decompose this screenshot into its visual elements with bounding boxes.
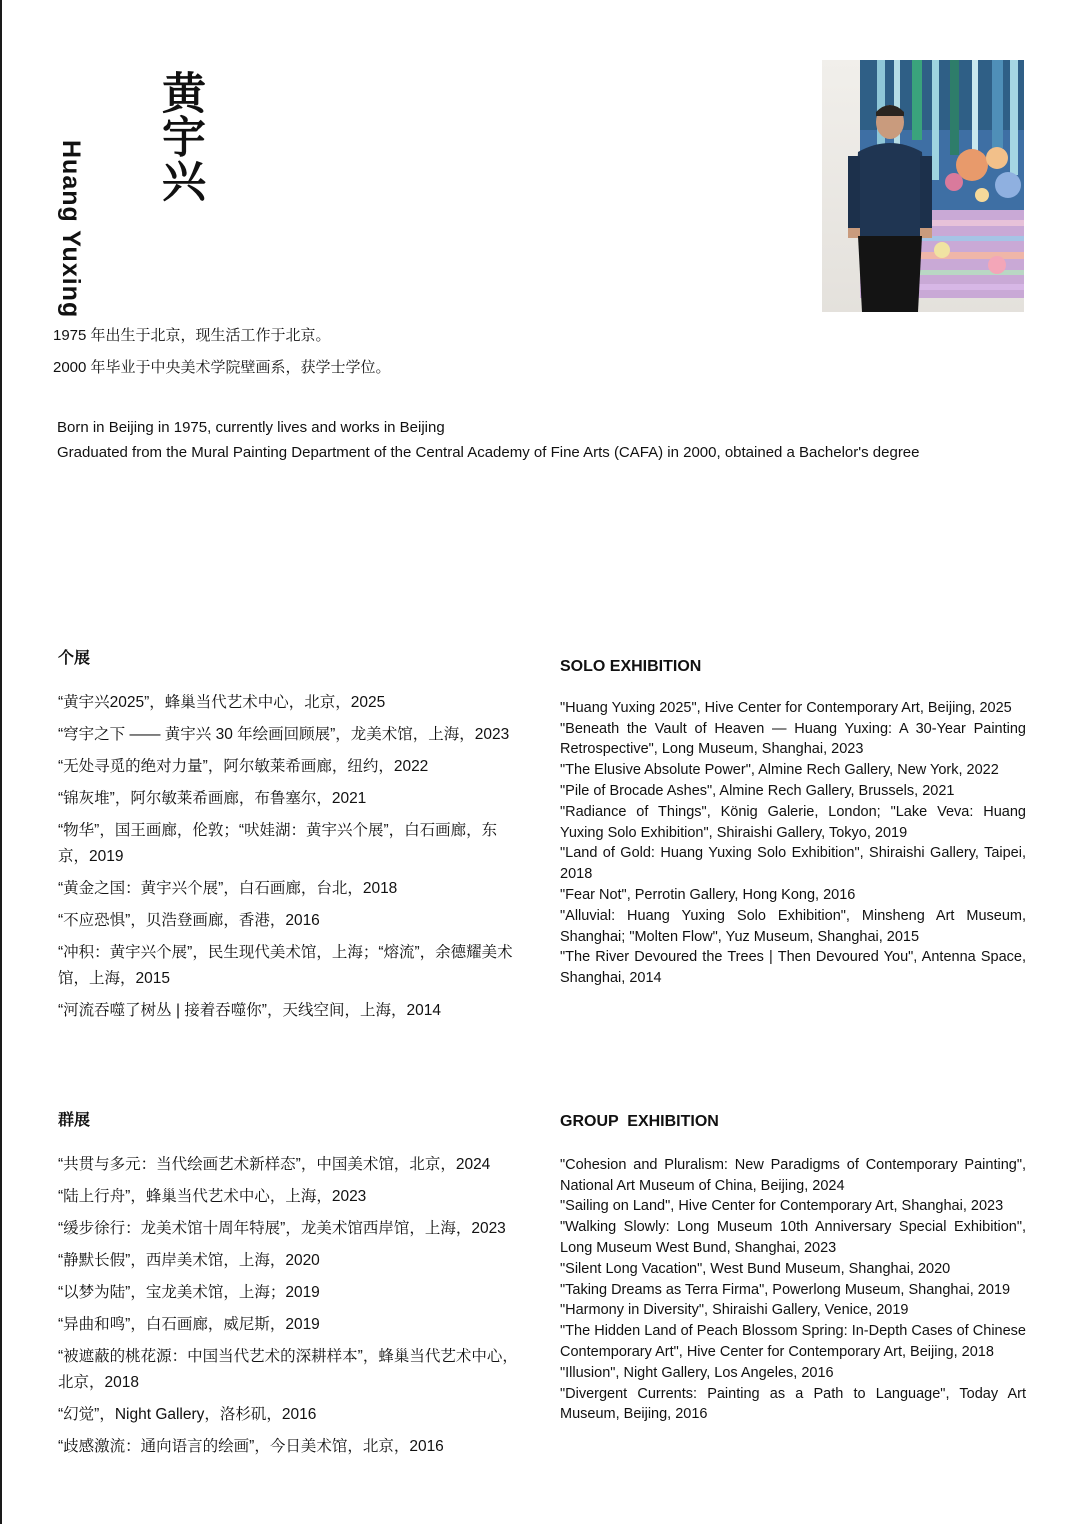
section-title-solo-cn: 个展	[58, 650, 91, 667]
list-item: "Silent Long Vacation", West Bund Museum, Shanghai, 2020	[560, 1260, 951, 1277]
artist-name-chinese: 黄宇兴	[155, 70, 204, 202]
group-list-cn	[58, 1152, 524, 1460]
section-title-group-en: GROUP EXHIBITION	[560, 1113, 719, 1130]
list-item: "The Elusive Absolute Power", Almine Rech Gallery, New York, 2022	[560, 762, 999, 779]
solo-exhibition-en	[560, 657, 1026, 989]
list-item: “物华”，国王画廊，伦敦；“吠娃湖：黄宇兴个展”，白石画廊，东京，2019	[58, 822, 498, 865]
solo-exhibition-cn	[58, 646, 524, 1030]
solo-list-en	[560, 698, 1026, 989]
list-item: "Land of Gold: Huang Yuxing Solo Exhibition", Shiraishi Gallery, Taipei, 2018	[560, 845, 1026, 883]
list-item: "The Hidden Land of Peach Blossom Spring: In-Depth Cases of Chinese Contemporary Art", Hive Center for Contemporary Art, Beijing, 2018	[560, 1323, 1026, 1360]
group-exhibition-en	[560, 1112, 1026, 1425]
list-item: “缓步徐行：龙美术馆十周年特展”，龙美术馆西岸馆，上海，2023	[58, 1220, 506, 1237]
list-item: "Taking Dreams as Terra Firma", Powerlong Museum, Shanghai, 2019	[560, 1281, 1011, 1298]
group-list-en	[560, 1155, 1026, 1425]
list-item: “不应恐惧”，贝浩登画廊，香港，2016	[58, 912, 320, 929]
solo-list-cn	[58, 690, 524, 1024]
list-item: "Cohesion and Pluralism: New Paradigms of Contemporary Painting", National Art Museum of China, Beijing, 2024	[560, 1156, 1026, 1194]
page-left-border	[0, 0, 2, 1524]
section-title-group-cn: 群展	[58, 1112, 91, 1129]
bio-cn-education: 2000 年毕业于中央美术学院壁画系，获学士学位。	[53, 359, 391, 376]
list-item: “无处寻觅的绝对力量”，阿尔敏莱希画廊，纽约，2022	[58, 758, 429, 775]
list-item: "Sailing on Land", Hive Center for Contemporary Art, Shanghai, 2023	[560, 1198, 1004, 1215]
list-item: “穹宇之下 —— 黄宇兴 30 年绘画回顾展”，龙美术馆，上海，2023	[58, 726, 510, 743]
bio-chinese	[53, 320, 391, 384]
list-item: "Divergent Currents: Painting as a Path to Language", Today Art Museum, Beijing, 2016	[560, 1385, 1026, 1423]
list-item: "Pile of Brocade Ashes", Almine Rech Gallery, Brussels, 2021	[560, 782, 955, 799]
list-item: "Beneath the Vault of Heaven — Huang Yuxing: A 30-Year Painting Retrospective", Long Museum, Shanghai, 2023	[560, 720, 1026, 758]
list-item: "Huang Yuxing 2025", Hive Center for Contemporary Art, Beijing, 2025	[560, 699, 1012, 716]
list-item: "Harmony in Diversity", Shiraishi Gallery, Venice, 2019	[560, 1302, 909, 1319]
list-item: "Illusion", Night Gallery, Los Angeles, 2016	[560, 1364, 834, 1381]
list-item: “陆上行舟”，蜂巢当代艺术中心，上海，2023	[58, 1188, 367, 1205]
list-item: "The River Devoured the Trees | Then Devoured You", Antenna Space, Shanghai, 2014	[560, 949, 1026, 987]
group-exhibition-cn	[58, 1108, 524, 1466]
list-item: “冲积：黄宇兴个展”，民生现代美术馆，上海；“熔流”，余德耀美术馆，上海，2015	[58, 944, 513, 987]
list-item: “静默长假”，西岸美术馆，上海，2020	[58, 1252, 320, 1269]
list-item: “河流吞噬了树丛 | 接着吞噬你”，天线空间，上海，2014	[58, 1002, 441, 1019]
list-item: “锦灰堆”，阿尔敏莱希画廊，布鲁塞尔，2021	[58, 790, 367, 807]
bio-english	[57, 415, 920, 465]
list-item: “歧感激流：通向语言的绘画”，今日美术馆，北京，2016	[58, 1438, 444, 1455]
section-title-solo-en: SOLO EXHIBITION	[560, 658, 702, 675]
list-item: “黄金之国：黄宇兴个展”，白石画廊，台北，2018	[58, 880, 398, 897]
list-item: "Fear Not", Perrotin Gallery, Hong Kong, 2016	[560, 886, 856, 903]
bio-en-birth: Born in Beijing in 1975, currently lives and works in Beijing	[57, 419, 445, 436]
artist-portrait	[822, 60, 1024, 312]
bio-cn-birth: 1975 年出生于北京，现生活工作于北京。	[53, 327, 331, 344]
bio-en-education: Graduated from the Mural Painting Department of the Central Academy of Fine Arts (CAFA) in 2000, obtained a Bachelor's degree	[57, 444, 920, 461]
list-item: “以梦为陆”，宝龙美术馆，上海；2019	[58, 1284, 320, 1301]
list-item: “被遮蔽的桃花源：中国当代艺术的深耕样本”，蜂巢当代艺术中心，北京，2018	[58, 1348, 518, 1391]
list-item: “黄宇兴2025”，蜂巢当代艺术中心，北京，2025	[58, 694, 386, 711]
list-item: "Radiance of Things", König Galerie, London; "Lake Veva: Huang Yuxing Solo Exhibition", Shiraishi Gallery, Tokyo, 2019	[560, 803, 1026, 841]
portrait-image	[822, 60, 1024, 312]
list-item: "Alluvial: Huang Yuxing Solo Exhibition", Minsheng Art Museum, Shanghai; "Molten Flow", Yuz Museum, Shanghai, 2015	[560, 907, 1026, 945]
list-item: “异曲和鸣”，白石画廊，威尼斯，2019	[58, 1316, 320, 1333]
list-item: “共贯与多元：当代绘画艺术新样态”，中国美术馆，北京，2024	[58, 1156, 491, 1173]
list-item: "Walking Slowly: Long Museum 10th Anniversary Special Exhibition", Long Museum West Bund, Shanghai, 2023	[560, 1219, 1026, 1256]
artist-name-english: Huang Yuxing	[57, 140, 85, 319]
list-item: “幻觉”，Night Gallery，洛杉矶，2016	[58, 1406, 317, 1423]
